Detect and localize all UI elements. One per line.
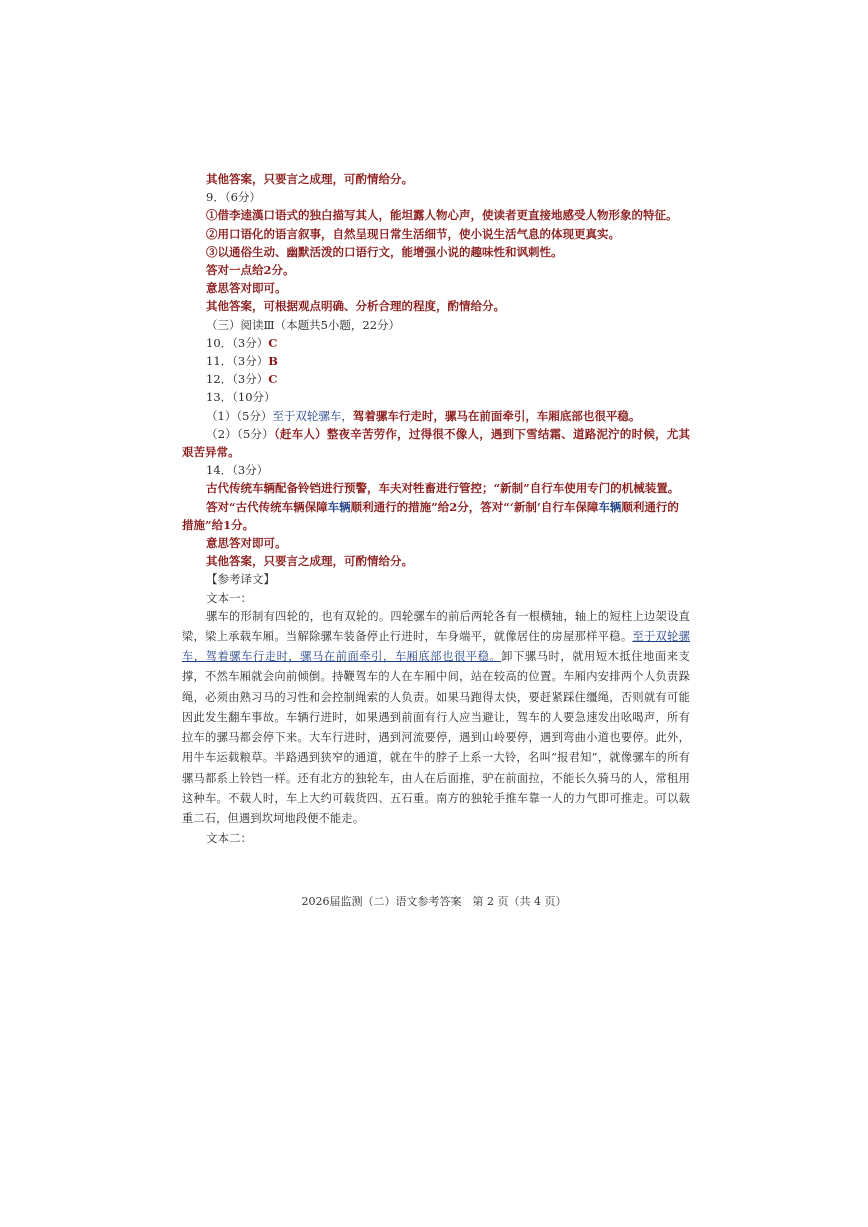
answer-10: C [268,335,278,350]
answer-13-2: （2）（5分）（赶车人）整夜辛苦劳作，过得很不像人，遇到下雪结霜、道路泥泞的时候，尤其艰苦异常。 [182,426,690,460]
scoring-note-14: 答对“古代传统车辆保障车辆顺利通行的措施”给2分，答对“‘新制’自行车保障车辆顺利通行的措施”给1分。 [182,499,679,532]
section-heading: （三）阅读Ⅲ（本题共5小题，22分） [206,317,401,332]
answer-point-1: ①借李逵漢口语式的独白描写其人，能坦露人物心声，使读者更直接地感受人物形象的特征。 [206,208,678,223]
answer-point-2: ②用口语化的语言叙事，自然呈现日常生活细节，使小说生活气息的体现更真实。 [206,226,620,241]
scoring-note: 答对一点给2分。 [206,263,295,278]
reference-translation-title: 【参考译文】 [206,572,275,587]
text-line: 其他答案，只要言之成理，可酌情给分。 [206,172,413,186]
scoring-note: 其他答案，只要言之成理，可酌情给分。 [206,554,413,569]
text-one-body: 骡车的形制有四轮的，也有双轮的。四轮骡车的前后两轮各有一根横轴，轴上的短柱上边架设直梁，梁上承载车厢。当解除骡车装备停止行进时，车身端平，就像居住的房屋那样平稳。至于双轮骡车，驾着骡车行走时，骡马在前面牵引，车厢底部也很平稳。卸下骡马时，就用短木抵住地面来支撑，不然车厢就会向前倾倒。持鞭驾车的人在车厢中间，站在较高的位置。车厢内安排两个人负责跺绳，必须由熟习马的习性和会控制绳索的人负责。如果马跑得太快，要赶紧踩住缰绳，否则就有可能因此发生翻车事故。车辆行进时，如果遇到前面有行人应当避让，驾车的人要急速发出吆喝声，所有拉车的骡马都会停下来。大车行进时，遇到河流要停，遇到山岭要停，遇到弯曲小道也要停。此外，用牛车运载粮草。半路遇到狭窄的通道，就在牛的脖子上系一大铃，名叫“报君知”，就像骡车的所有骡马都系上铃铛一样。还有北方的独轮车，由人在后面推，驴在前面拉，不能长久骑马的人，常租用这种车。不载人时，车上大约可载货四、五石重。南方的独轮手推车靠一人的力气即可推走。可以载重二石，但遇到坎坷地段便不能走。 [182,609,690,825]
page-footer: 2026届监测（二）语文参考答案 第 2 页（共 4 页） [301,895,567,908]
question-13: 13．（10分） [206,390,276,405]
scoring-note: 意思答对即可。 [206,281,287,296]
scoring-note: 意思答对即可。 [206,536,287,551]
answer-11: B [268,354,278,369]
question-14: 14．（3分） [206,463,269,478]
answer-13-1: （1）（5分）至于双轮骡车，驾着骡车行走时，骡马在前面牵引，车厢底部也很平稳。 [206,408,641,423]
question-9: 9．（6分） [206,190,261,205]
answer-12: C [268,372,278,387]
question-11: 11．（3分）B [206,354,278,369]
underlined-sentence: 至于双轮骡车，驾着骡车行走时，骡马在前面牵引，车厢底部也很平稳。 [182,630,690,664]
answer-content [182,170,690,847]
answer-14: 古代传统车辆配备铃铛进行预警，车夫对牲畜进行管控；“新制”自行车使用专门的机械装置。 [206,481,680,496]
question-12: 12．（3分）C [206,372,278,387]
text-one-title: 文本一： [206,590,252,605]
text-two-title: 文本二： [206,831,252,846]
scoring-note: 其他答案，可根据观点明确、分析合理的程度，酌情给分。 [206,299,505,314]
answer-point-3: ③以通俗生动、幽默活泼的口语行文，能增强小说的趣味性和讽刺性。 [206,244,563,259]
question-10: 10．（3分）C [206,335,278,350]
